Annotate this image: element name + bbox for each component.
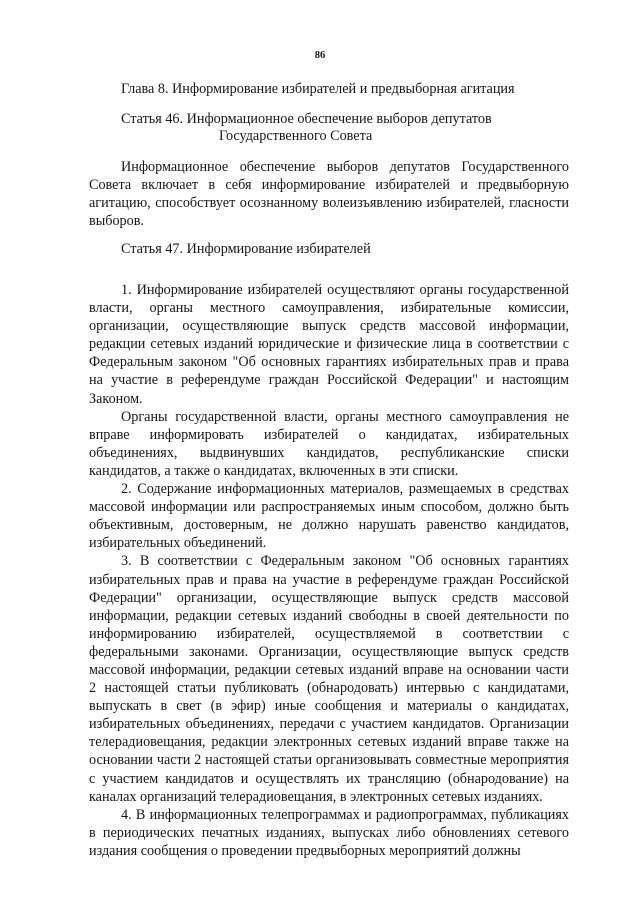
article-47-paragraph-1-cont: Органы государственной власти, органы местного самоуправления не вправе информировать избирателей о кандидатах, избирательных объединениях, выдвинувших кандидатов, республиканские списки кандидатов, а также о кандидатах, включенных в эти списки. [89, 408, 569, 479]
article-47-paragraph-1: 1. Информирование избирателей осуществляют органы государственной власти, органы местного самоуправления, избирательные комиссии, организации, осуществляющие выпуск средств массовой информации, редакции сетевых изданий юридические и физические лица в соответствии с Федеральным законом "Об основных гарантиях избирательных прав и права на участие в референдуме граждан Российской Федерации" и настоящим Законом. [89, 282, 569, 407]
article-46-title [121, 111, 492, 145]
article-47-paragraph-4: 4. В информационных телепрограммах и радиопрограммах, публикациях в периодических печатных изданиях, выпусках либо обновлениях сетевого издания сообщения о проведении предвыборных мероприятий должны [89, 806, 569, 859]
article-47-title: Статья 47. Информирование избирателей [121, 241, 371, 257]
chapter-title: Глава 8. Информирование избирателей и предвыборная агитация [121, 81, 515, 97]
article-47-paragraph-2: 2. Содержание информационных материалов, размещаемых в средствах массовой информации или распространяемых иным способом, должно быть объективным, достоверным, не должно нарушать равенство кандидатов, избирательных объединений. [89, 481, 569, 552]
article-46-title-line2: Государственного Совета [219, 128, 373, 144]
article-46-body [89, 158, 569, 230]
article-47-body [89, 281, 569, 860]
page-number: 86 [314, 50, 326, 61]
article-47-paragraph-3: 3. В соответствии с Федеральным законом "Об основных гарантиях избирательных прав и права на участие в референдуме граждан Российской Федерации" организации, осуществляющие выпуск средств массовой информации, редакции сетевых изданий свободны в своей деятельности по информированию избирателей, осуществляемой в соответствии с федеральными законами. Организации, осуществляющие выпуск средств массовой информации, редакции сетевых изданий вправе на основании части 2 настоящей статьи публиковать (обнародовать) интервью с кандидатами, выпускать в свет (в эфир) иные сообщения и материалы о кандидатах, избирательных объединениях, передачи с участием кандидатов. Организации телерадиовещания, редакции электронных сетевых изданий вправе также на основании части 2 настоящей статьи организовывать совместные мероприятия с участием кандидатов и осуществлять их трансляцию (обнародование) на каналах организаций телерадиовещания, в электронных сетевых изданиях. [89, 553, 569, 805]
article-46-paragraph: Информационное обеспечение выборов депутатов Государственного Совета включает в себя информирование избирателей и предвыборную агитацию, способствует осознанному волеизъявлению избирателей, гласности выборов. [89, 159, 569, 230]
article-46-title-line1: Статья 46. Информационное обеспечение выборов депутатов [121, 111, 492, 127]
